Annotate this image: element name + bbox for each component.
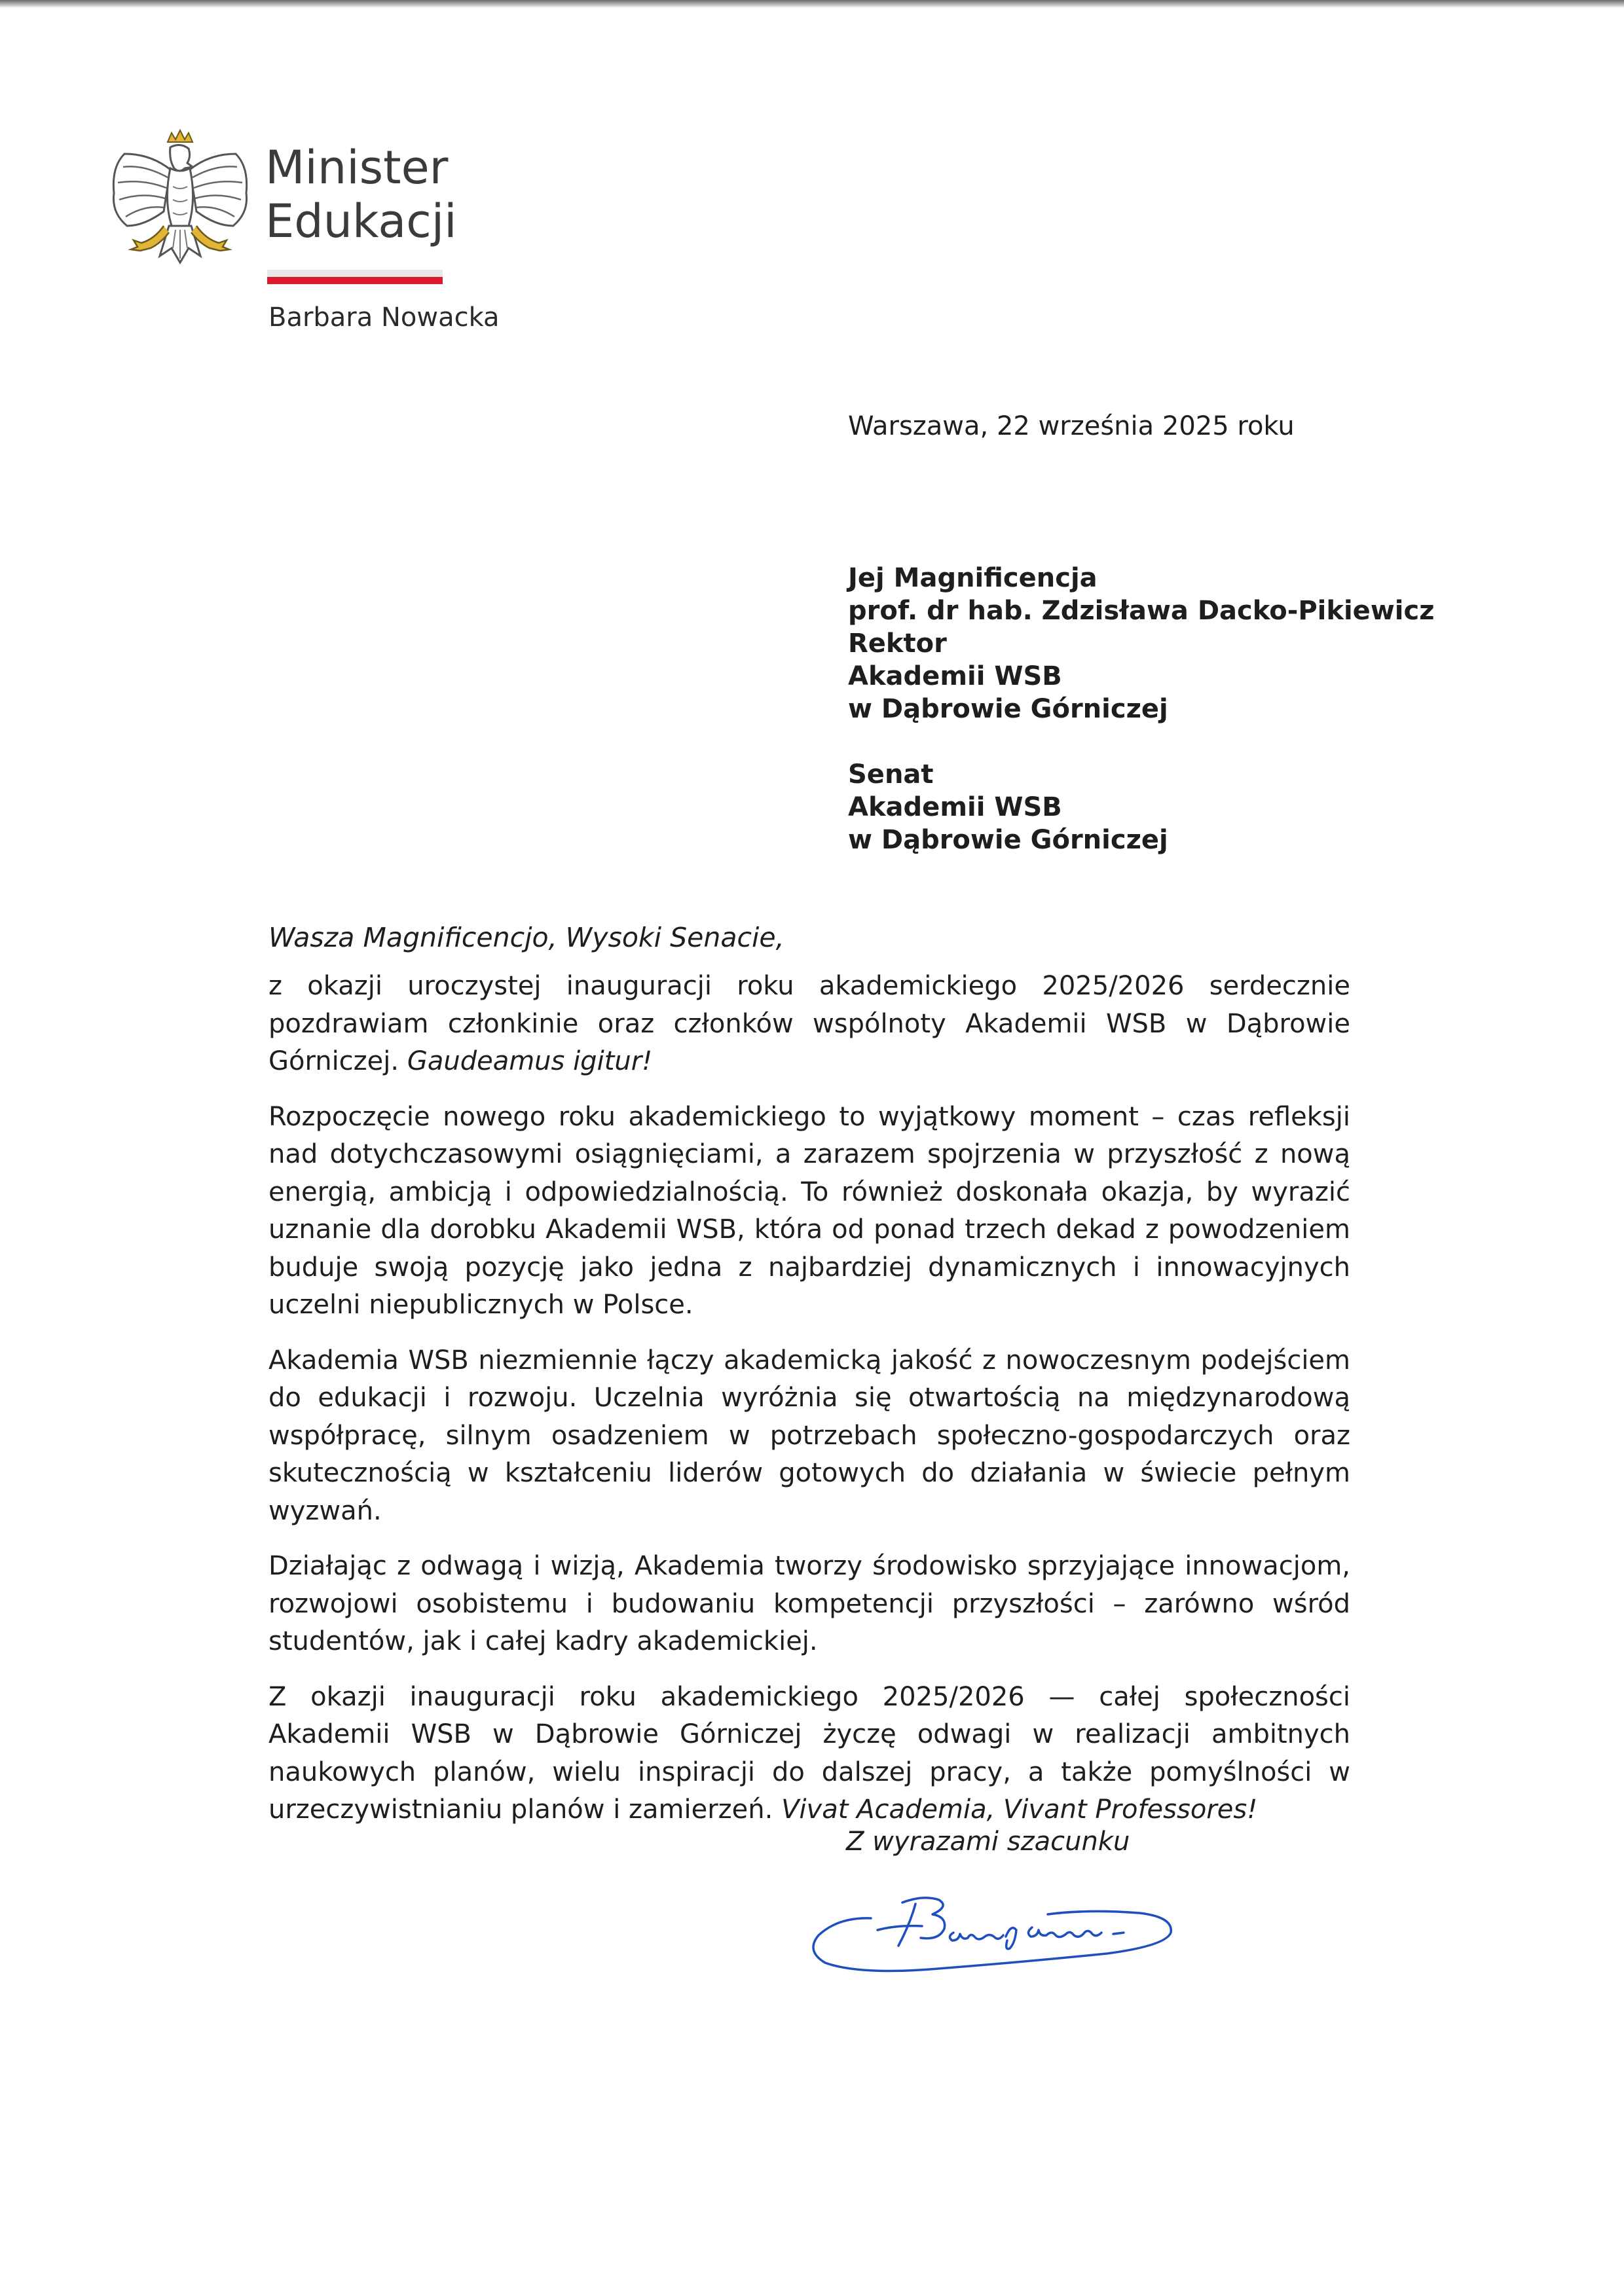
letter-date: Warszawa, 22 września 2025 roku [848, 411, 1295, 441]
paragraph-2: Rozpoczęcie nowego roku akademickiego to wyjątkowy moment – czas refleksji nad dotychczasowymi osiągnięciami, a zarazem spojrzenia w przyszłość z nową energią, ambicją i odpowiedzialnością. To również doskonała okazja, by wyrazić uznanie dla dorobku Akademii WSB, która od ponad trzech dekad z powodzeniem buduje swoją pozycję jako jedna z najbardziej dynamicznych i innowacyjnych uczelni niepublicznych w Polsce. [268, 1101, 1350, 1320]
addressee-line: prof. dr hab. Zdzisława Dacko-Pikiewicz [848, 596, 1435, 626]
addressee-line: Akademii WSB [848, 792, 1062, 822]
paragraph-1-latin: Gaudeamus igitur! [407, 1046, 653, 1076]
paragraph-5-latin: Vivat Academia, Vivant Professores! [781, 1795, 1258, 1825]
ministry-title [265, 141, 457, 248]
addressee-line: w Dąbrowie Górniczej [848, 825, 1168, 855]
addressee-line: Senat [848, 759, 934, 790]
flag-red-stripe [267, 277, 443, 284]
ministry-line-1: Minister [265, 141, 449, 194]
paragraph-5-text: Z okazji inauguracji roku akademickiego 2025/2026 — całej społeczności Akademii WSB w Dąbrowie Górniczej życzę odwagi w realizacji ambitnych naukowych planów, wielu inspiracji do dalszej pracy, a także pomyślności w urzeczywistnianiu planów i zamierzeń. [268, 1681, 1350, 1825]
handwritten-signature [799, 1878, 1192, 1989]
addressee-line: Rektor [848, 629, 947, 659]
flag-bar [267, 270, 443, 284]
polish-eagle-icon [105, 128, 255, 285]
addressee-line: Akademii WSB [848, 661, 1062, 691]
salutation: Wasza Magnificencjo, Wysoki Senacie, [268, 922, 784, 953]
closing-phrase: Z wyrazami szacunku [846, 1827, 1130, 1857]
addressee-line: Jej Magnificencja [848, 563, 1098, 593]
paragraph-1 [268, 968, 1350, 1081]
paragraph-1-text: z okazji uroczystej inauguracji roku akademickiego 2025/2026 serdecznie pozdrawiam członkinie oraz członków wspólnoty Akademii WSB w Dąbrowie Górniczej. [268, 971, 1350, 1076]
ministry-line-2: Edukacji [265, 194, 457, 248]
addressee-line: w Dąbrowie Górniczej [848, 694, 1168, 724]
addressee-block [848, 562, 1434, 856]
letter-body [268, 968, 1350, 1847]
paragraph-4: Działając z odwagą i wizją, Akademia tworzy środowisko sprzyjające innowacjom, rozwojowi osobistemu i budowaniu kompetencji przyszłości – zarówno wśród studentów, jak i całej kadry akademickiej. [268, 1551, 1350, 1656]
minister-name: Barbara Nowacka [268, 302, 500, 333]
paragraph-5 [268, 1679, 1350, 1829]
paragraph-3: Akademia WSB niezmiennie łączy akademicką jakość z nowoczesnym podejściem do edukacji i rozwoju. Uczelnia wyróżnia się otwartością na międzynarodową współpracę, silnym osadzeniem w potrzebach społeczno-gospodarczych oraz skutecznością w kształceniu liderów gotowych do działania w świecie pełnym wyzwań. [268, 1345, 1350, 1526]
flag-white-stripe [267, 270, 443, 277]
scan-top-edge [0, 0, 1624, 8]
